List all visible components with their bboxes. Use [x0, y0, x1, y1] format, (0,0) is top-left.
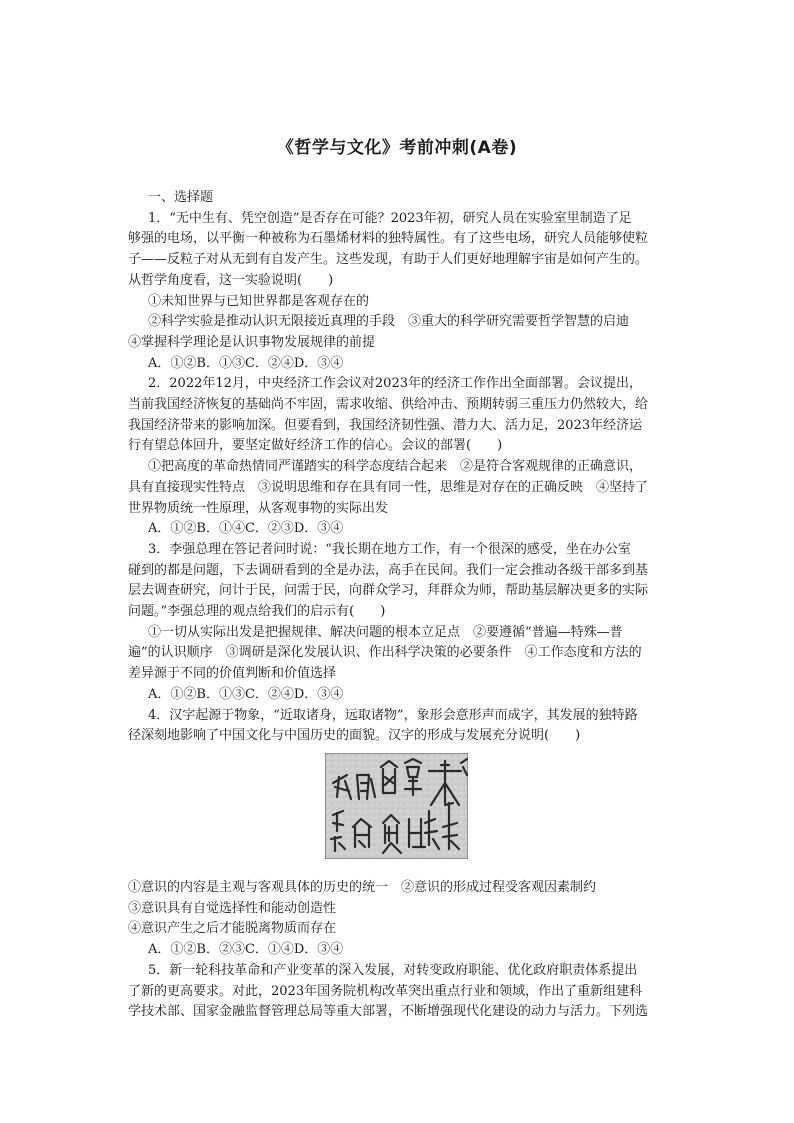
- question-3-stem-line-2: 碰到的都是问题，下去调研看到的全是办法，高手在民间。我们一定会推动各级干部多到基: [128, 562, 649, 578]
- question-3-choices: A．①②B．①③C．②④D．③④: [148, 686, 344, 702]
- question-4: [128, 706, 681, 961]
- question-2: [128, 374, 681, 540]
- question-2-item-1: ①把高度的革命热情同严谨踏实的科学态度结合起来 ②是符合客观规律的正确意识，: [148, 459, 643, 475]
- question-4-item-1: ①意识的内容是主观与客观具体的历史的统一 ②意识的形成过程受客观因素制约: [128, 879, 597, 895]
- oracle-bone-script-image: [325, 753, 468, 859]
- question-1-stem-line-3: 子——反粒子对从无到有自发产生。这些发现，有助于人们更好地理解宇宙是如何产生的。: [128, 252, 649, 268]
- question-1-item-2: ②科学实验是推动认识无限接近真理的手段 ③重大的科学研究需要哲学智慧的启迪: [148, 314, 630, 330]
- question-3-stem-line-3: 层去调查研究，问计于民，问需于民，向群众学习，拜群众为师，帮助基层解决更多的实际: [128, 583, 649, 599]
- question-5: [128, 961, 681, 1023]
- question-1-item-1: ①未知世界与已知世界都是客观存在的: [148, 293, 370, 309]
- question-3-stem-line-1: 3．李强总理在答记者问时说：“我长期在地方工作，有一个很深的感受，坐在办公室: [148, 541, 631, 557]
- question-5-stem-line-1: 5．新一轮科技革命和产业变革的深入发展，对转变政府职能、优化政府职责体系提出: [148, 962, 638, 978]
- question-3-item-1: ①一切从实际出发是把握规律、解决问题的根本立足点 ②要遵循“普遍—特殊—普: [148, 624, 623, 640]
- question-4-choices: A．①②B．②③C．①④D．③④: [148, 942, 344, 958]
- question-3-item-2: 遍”的认识顺序 ③调研是深化发展认识、作出科学决策的必要条件 ④工作态度和方法的: [128, 645, 642, 661]
- question-4-item-2: ③意识具有自觉选择性和能动创造性: [128, 900, 337, 916]
- question-2-item-2: 具有直接现实性特点 ③说明思维和存在具有同一性，思维是对存在的正确反映 ④坚持了: [128, 479, 649, 495]
- question-2-stem-line-2: 当前我国经济恢复的基础尚不牢固，需求收缩、供给冲击、预期转弱三重压力仍然较大，给: [128, 397, 649, 413]
- question-5-stem-line-3: 学技术部、国家金融监督管理总局等重大部署，不断增强现代化建设的动力与活力。下列选: [128, 1004, 649, 1020]
- question-4-stem-line-2: 径深刻地影响了中国文化与中国历史的面貌。汉字的形成与发展充分说明( ): [128, 728, 581, 744]
- question-1: [128, 209, 681, 375]
- exam-content: [128, 188, 681, 1023]
- question-3-stem-line-4: 问题。”李强总理的观点给我们的启示有( ): [128, 604, 386, 620]
- question-1-item-3: ④掌握科学理论是认识事物发展规律的前提: [128, 334, 376, 350]
- question-3: [128, 540, 681, 706]
- question-1-stem-line-1: 1．“无中生有、凭空创造”是否存在可能？2023年初，研究人员在实验室里制造了足: [148, 210, 632, 226]
- section-heading: 一、选择题: [148, 190, 214, 205]
- page-title: 《哲学与文化》考前冲刺(A卷): [276, 138, 518, 158]
- question-3-item-3: 差异源于不同的价值判断和价值选择: [128, 666, 337, 682]
- question-4-item-3: ④意识产生之后才能脱离物质而存在: [128, 921, 337, 937]
- question-2-stem-line-3: 我国经济带来的影响加深。但要看到，我国经济韧性强、潜力大、活力足，2023年经济运: [128, 417, 643, 433]
- question-2-item-3: 世界物质统一性原理，从客观事物的实际出发: [128, 500, 389, 516]
- question-1-choices: A．①②B．①③C．②④D．③④: [148, 355, 344, 371]
- question-1-stem-line-4: 从哲学角度看，这一实验说明( ): [128, 272, 334, 288]
- question-4-stem-line-1: 4．汉字起源于物象，“近取诸身，远取诸物”，象形会意形声而成字，其发展的独特路: [148, 707, 638, 723]
- question-2-stem-line-1: 2．2022年12月，中央经济工作会议对2023年的经济工作作出全面部署。会议提出，: [148, 376, 642, 392]
- question-1-stem-line-2: 够强的电场，以平衡一种被称为石墨烯材料的独特属性。有了这些电场，研究人员能够使粒: [128, 231, 649, 247]
- question-2-choices: A．①②B．①④C．②③D．③④: [148, 521, 344, 537]
- question-5-stem-line-2: 了新的更高要求。对此，2023年国务院机构改革突出重点行业和领域，作出了重新组建科: [128, 983, 643, 999]
- figure-wrapper: [128, 751, 681, 871]
- question-2-stem-line-4: 行有望总体回升，要坚定做好经济工作的信心。会议的部署( ): [128, 438, 503, 454]
